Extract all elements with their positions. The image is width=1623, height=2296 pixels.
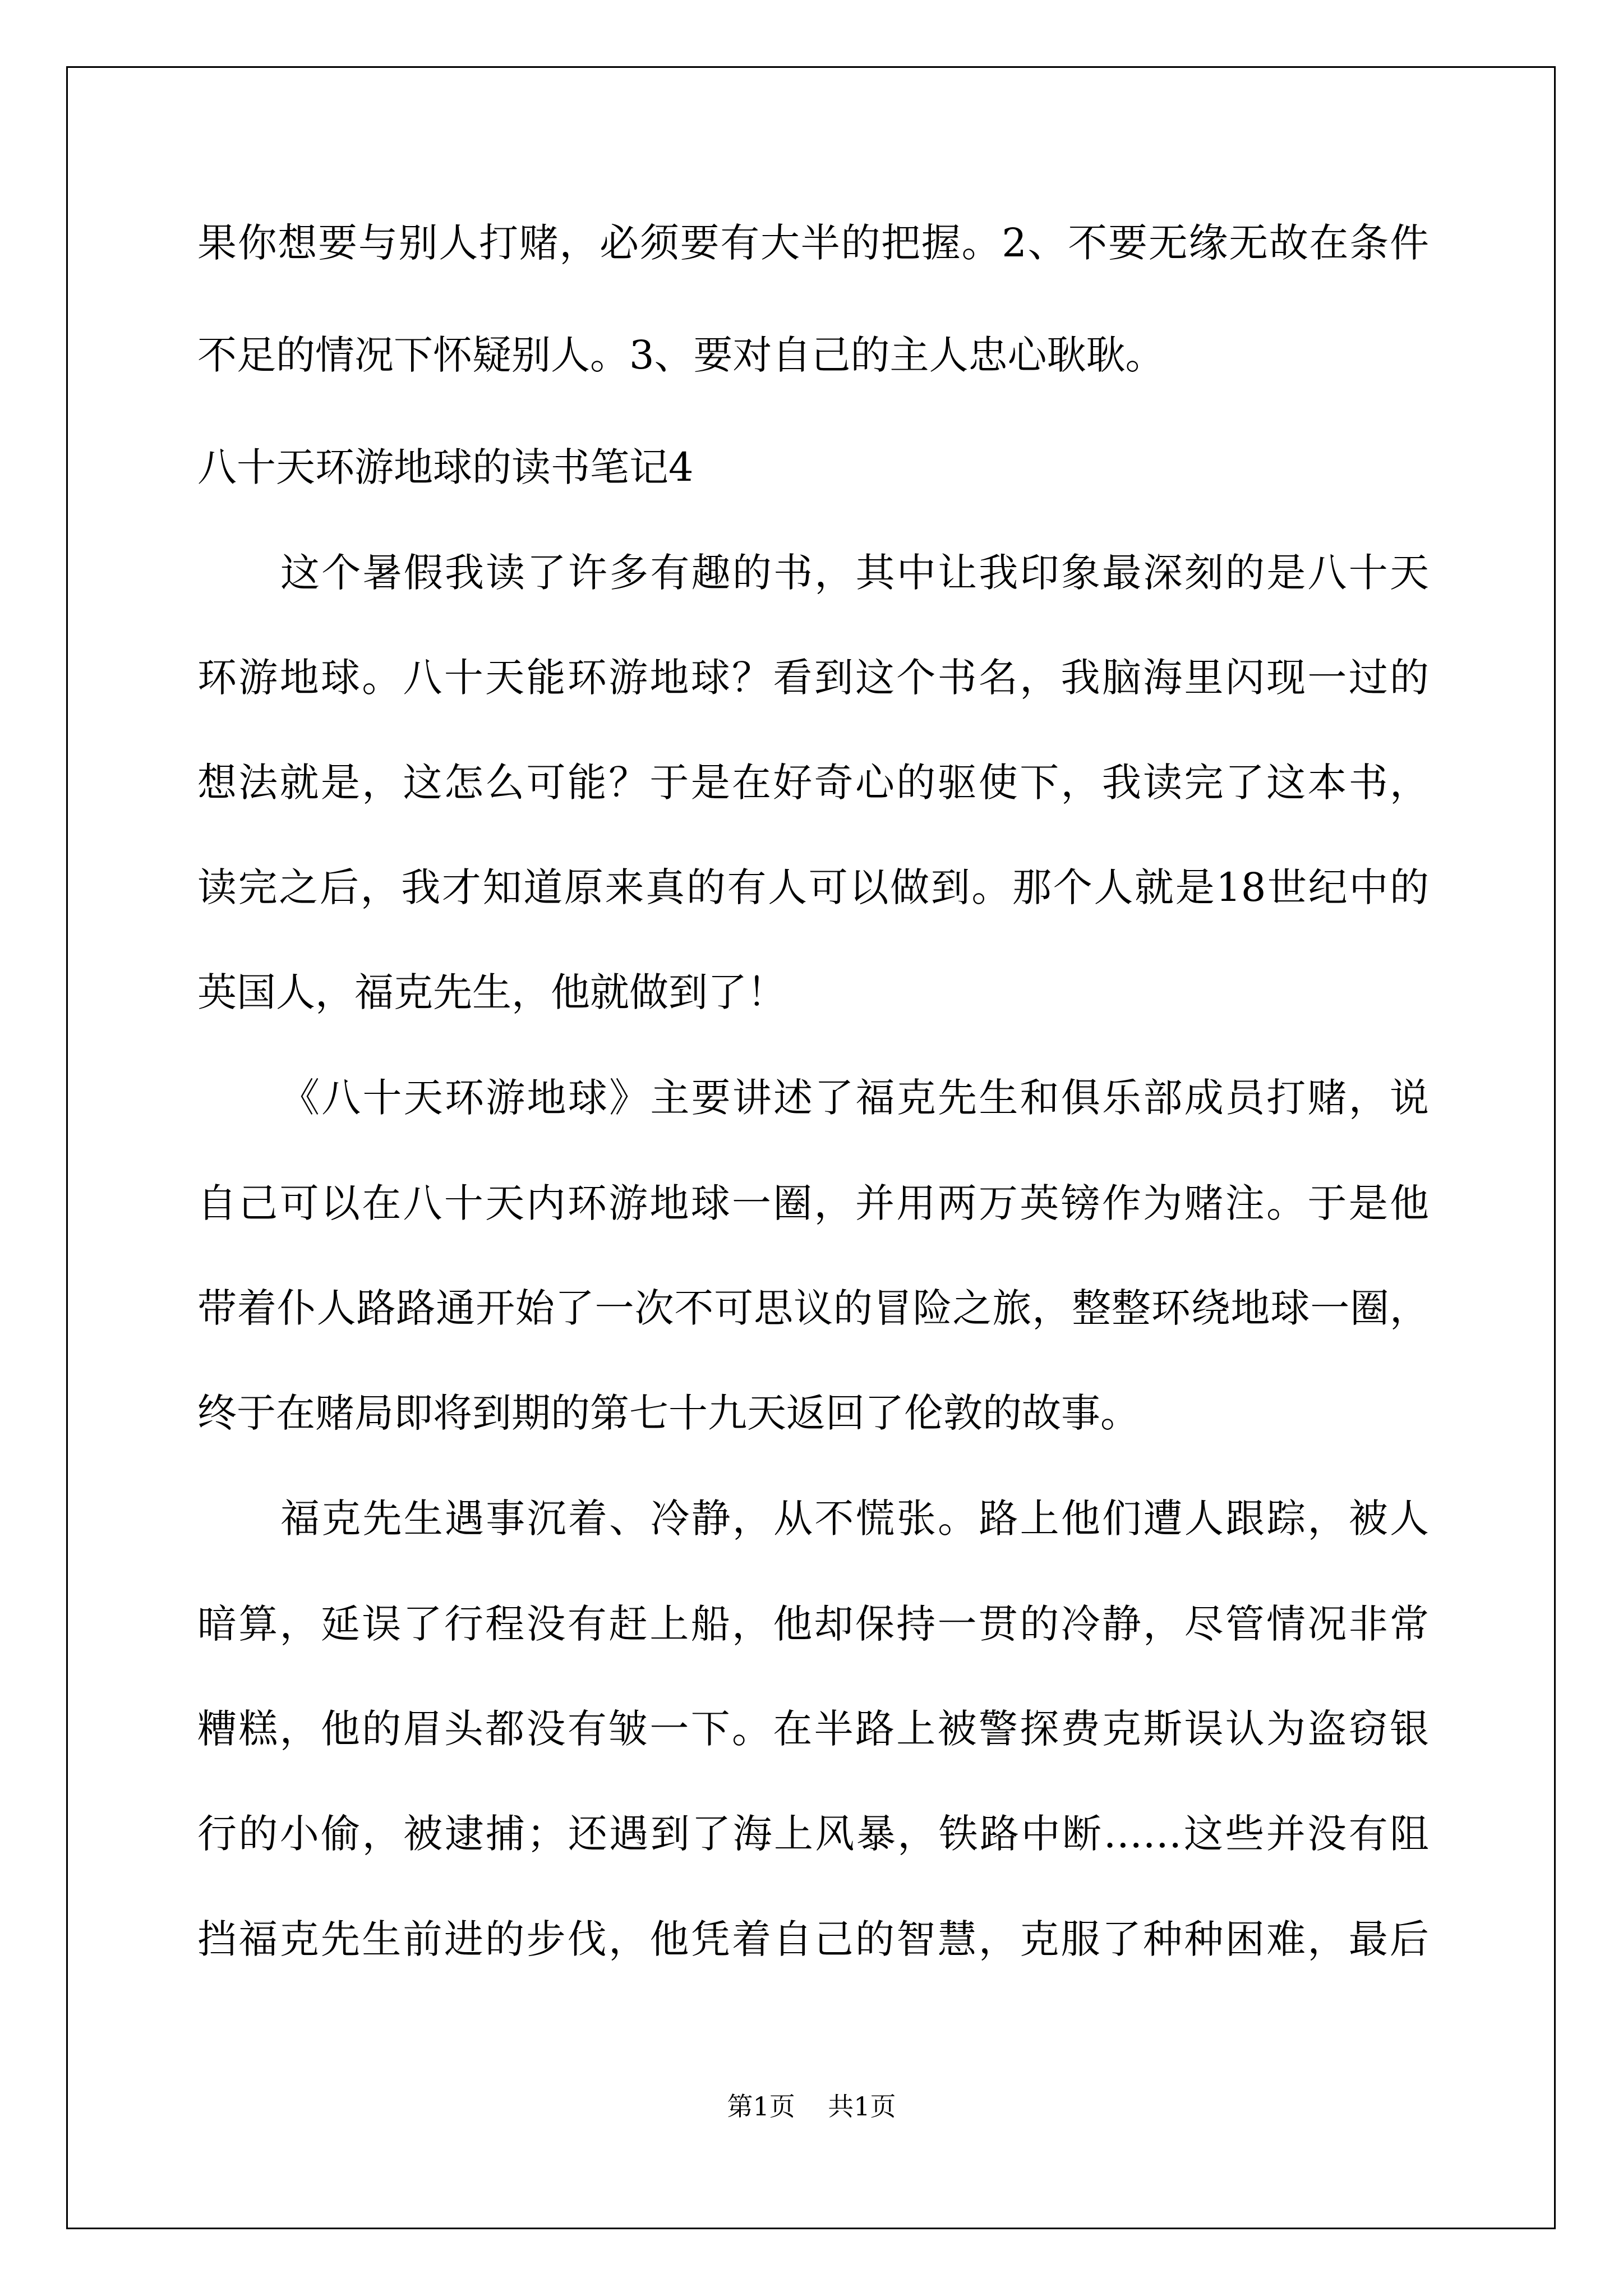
paragraph-line: 果你想要与别人打赌，必须要有大半的把握。2、不要无缘无故在条件 (197, 220, 1429, 266)
paragraph-line: 不足的情况下怀疑别人。3、要对自己的主人忠心耿耿。 (197, 332, 1165, 378)
paragraph-line: 挡福克先生前进的步伐，他凭着自己的智慧，克服了种种困难，最后 (197, 1916, 1429, 1962)
footer-gap (795, 2091, 828, 2122)
paragraph-line: 带着仆人路路通开始了一次不可思议的冒险之旅，整整环绕地球一圈， (197, 1285, 1429, 1331)
paragraph-line: 暗算，延误了行程没有赶上船，他却保持一贯的冷静，尽管情况非常 (197, 1601, 1429, 1647)
paragraph-line: 自己可以在八十天内环游地球一圈，并用两万英镑作为赌注。于是他 (197, 1180, 1429, 1226)
paragraph-line: 英国人，福克先生，他就做到了！ (197, 969, 786, 1015)
paragraph-line: 《八十天环游地球》主要讲述了福克先生和俱乐部成员打赌，说 (280, 1075, 1429, 1121)
paragraph-line: 行的小偷，被逮捕；还遇到了海上风暴，铁路中断……这些并没有阻 (197, 1811, 1429, 1857)
page-border (66, 66, 1556, 2229)
paragraph-line: 这个暑假我读了许多有趣的书，其中让我印象最深刻的是八十天 (280, 550, 1429, 596)
total-pages: 共1页 (828, 2091, 896, 2122)
page-number: 第1页 (727, 2091, 795, 2122)
section-heading: 八十天环游地球的读书笔记4 (197, 444, 694, 490)
paragraph-line: 环游地球。八十天能环游地球？看到这个书名，我脑海里闪现一过的 (197, 655, 1429, 701)
paragraph-line: 读完之后，我才知道原来真的有人可以做到。那个人就是18世纪中的 (197, 864, 1429, 910)
paragraph-line: 福克先生遇事沉着、冷静，从不慌张。路上他们遭人跟踪，被人 (280, 1496, 1429, 1542)
paragraph-line: 终于在赌局即将到期的第七十九天返回了伦敦的故事。 (197, 1390, 1140, 1436)
page-footer (0, 2090, 1623, 2123)
paragraph-line: 糟糕，他的眉头都没有皱一下。在半路上被警探费克斯误认为盗窃银 (197, 1706, 1429, 1752)
paragraph-line: 想法就是，这怎么可能？于是在好奇心的驱使下，我读完了这本书， (197, 760, 1429, 806)
